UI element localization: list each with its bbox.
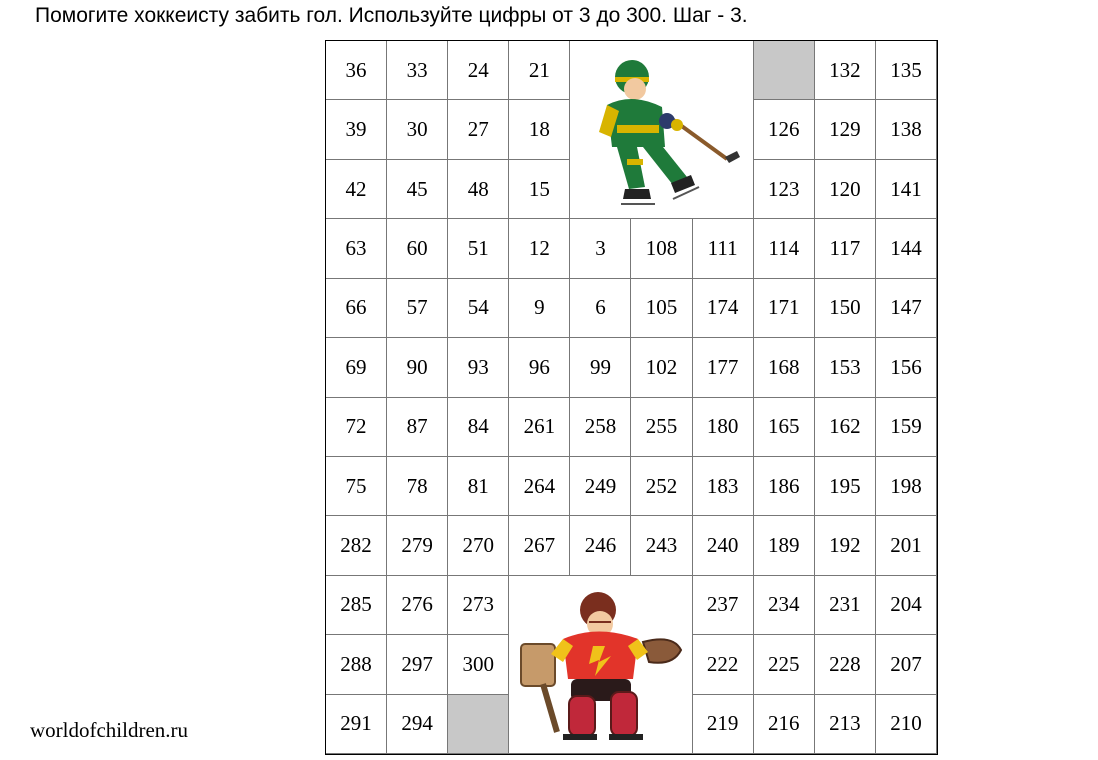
maze-cell[interactable]: 108: [631, 219, 692, 278]
maze-cell[interactable]: 150: [815, 279, 876, 338]
maze-cell[interactable]: 84: [448, 398, 509, 457]
maze-cell[interactable]: 231: [815, 576, 876, 635]
maze-cell[interactable]: 39: [326, 100, 387, 159]
maze-cell[interactable]: 72: [326, 398, 387, 457]
maze-cell[interactable]: 186: [754, 457, 815, 516]
maze-cell[interactable]: 300: [448, 635, 509, 694]
maze-cell[interactable]: 291: [326, 695, 387, 754]
maze-cell[interactable]: 210: [876, 695, 937, 754]
maze-cell[interactable]: 294: [387, 695, 448, 754]
number-maze-grid: [325, 40, 938, 755]
maze-cell[interactable]: 225: [754, 635, 815, 694]
maze-cell[interactable]: 147: [876, 279, 937, 338]
maze-cell[interactable]: 117: [815, 219, 876, 278]
maze-cell[interactable]: 216: [754, 695, 815, 754]
maze-cell[interactable]: 126: [754, 100, 815, 159]
maze-cell[interactable]: 198: [876, 457, 937, 516]
maze-cell[interactable]: 156: [876, 338, 937, 397]
maze-cell[interactable]: 255: [631, 398, 692, 457]
hockey-goalie-icon: [513, 584, 688, 744]
maze-cell[interactable]: 42: [326, 160, 387, 219]
maze-cell[interactable]: 51: [448, 219, 509, 278]
maze-cell[interactable]: 18: [509, 100, 570, 159]
maze-cell[interactable]: 24: [448, 41, 509, 100]
maze-cell[interactable]: 171: [754, 279, 815, 338]
maze-cell[interactable]: 78: [387, 457, 448, 516]
maze-cell[interactable]: 132: [815, 41, 876, 100]
maze-cell[interactable]: 243: [631, 516, 692, 575]
maze-cell[interactable]: 36: [326, 41, 387, 100]
maze-cell[interactable]: 285: [326, 576, 387, 635]
maze-cell[interactable]: 102: [631, 338, 692, 397]
maze-cell[interactable]: 282: [326, 516, 387, 575]
maze-cell[interactable]: 66: [326, 279, 387, 338]
maze-cell[interactable]: 252: [631, 457, 692, 516]
maze-cell[interactable]: 234: [754, 576, 815, 635]
maze-cell[interactable]: 219: [693, 695, 754, 754]
maze-cell[interactable]: 183: [693, 457, 754, 516]
maze-cell[interactable]: 267: [509, 516, 570, 575]
maze-cell[interactable]: 270: [448, 516, 509, 575]
maze-cell[interactable]: 174: [693, 279, 754, 338]
maze-cell[interactable]: 75: [326, 457, 387, 516]
maze-cell[interactable]: 69: [326, 338, 387, 397]
maze-cell[interactable]: 27: [448, 100, 509, 159]
maze-cell[interactable]: 264: [509, 457, 570, 516]
maze-cell[interactable]: 54: [448, 279, 509, 338]
maze-cell[interactable]: 9: [509, 279, 570, 338]
maze-cell[interactable]: 153: [815, 338, 876, 397]
maze-cell[interactable]: 33: [387, 41, 448, 100]
maze-cell[interactable]: 123: [754, 160, 815, 219]
maze-cell[interactable]: 45: [387, 160, 448, 219]
maze-cell[interactable]: 168: [754, 338, 815, 397]
maze-cell[interactable]: 87: [387, 398, 448, 457]
maze-cell[interactable]: 135: [876, 41, 937, 100]
maze-cell[interactable]: 276: [387, 576, 448, 635]
maze-cell[interactable]: 129: [815, 100, 876, 159]
blank-cell[interactable]: [754, 41, 815, 100]
maze-cell[interactable]: 105: [631, 279, 692, 338]
maze-cell[interactable]: 90: [387, 338, 448, 397]
maze-cell[interactable]: 189: [754, 516, 815, 575]
maze-cell[interactable]: 138: [876, 100, 937, 159]
maze-cell[interactable]: 141: [876, 160, 937, 219]
maze-cell[interactable]: 159: [876, 398, 937, 457]
maze-cell[interactable]: 93: [448, 338, 509, 397]
maze-cell[interactable]: 48: [448, 160, 509, 219]
maze-cell[interactable]: 195: [815, 457, 876, 516]
maze-cell[interactable]: 81: [448, 457, 509, 516]
maze-cell[interactable]: 237: [693, 576, 754, 635]
maze-cell[interactable]: 273: [448, 576, 509, 635]
hockey-goalie-picture: [509, 576, 692, 754]
maze-cell[interactable]: 12: [509, 219, 570, 278]
maze-cell[interactable]: 114: [754, 219, 815, 278]
maze-cell[interactable]: 15: [509, 160, 570, 219]
maze-cell[interactable]: 162: [815, 398, 876, 457]
maze-cell[interactable]: 177: [693, 338, 754, 397]
maze-cell[interactable]: 21: [509, 41, 570, 100]
maze-cell[interactable]: 99: [570, 338, 631, 397]
maze-cell[interactable]: 63: [326, 219, 387, 278]
maze-cell[interactable]: 204: [876, 576, 937, 635]
maze-cell[interactable]: 165: [754, 398, 815, 457]
blank-cell[interactable]: [448, 695, 509, 754]
maze-cell[interactable]: 261: [509, 398, 570, 457]
maze-cell[interactable]: 96: [509, 338, 570, 397]
maze-cell[interactable]: 60: [387, 219, 448, 278]
maze-cell[interactable]: 6: [570, 279, 631, 338]
maze-cell[interactable]: 144: [876, 219, 937, 278]
maze-cell[interactable]: 228: [815, 635, 876, 694]
maze-cell[interactable]: 120: [815, 160, 876, 219]
maze-cell[interactable]: 213: [815, 695, 876, 754]
maze-cell[interactable]: 192: [815, 516, 876, 575]
maze-cell[interactable]: 222: [693, 635, 754, 694]
hockey-player-picture: [570, 41, 753, 219]
site-watermark: worldofchildren.ru: [30, 718, 189, 742]
maze-cell[interactable]: 258: [570, 398, 631, 457]
maze-cell[interactable]: 279: [387, 516, 448, 575]
hockey-player-icon: [577, 47, 747, 212]
maze-cell[interactable]: 30: [387, 100, 448, 159]
maze-cell[interactable]: 246: [570, 516, 631, 575]
maze-cell[interactable]: 201: [876, 516, 937, 575]
maze-cell[interactable]: 288: [326, 635, 387, 694]
maze-cell[interactable]: 249: [570, 457, 631, 516]
maze-cell[interactable]: 240: [693, 516, 754, 575]
maze-cell[interactable]: 111: [693, 219, 754, 278]
maze-cell[interactable]: 180: [693, 398, 754, 457]
maze-cell[interactable]: 297: [387, 635, 448, 694]
page-title: Помогите хоккеисту забить гол. Используйте цифры от 3 до 300. Шаг - 3.: [35, 4, 748, 27]
maze-cell[interactable]: 57: [387, 279, 448, 338]
maze-cell[interactable]: 207: [876, 635, 937, 694]
maze-cell[interactable]: 3: [570, 219, 631, 278]
